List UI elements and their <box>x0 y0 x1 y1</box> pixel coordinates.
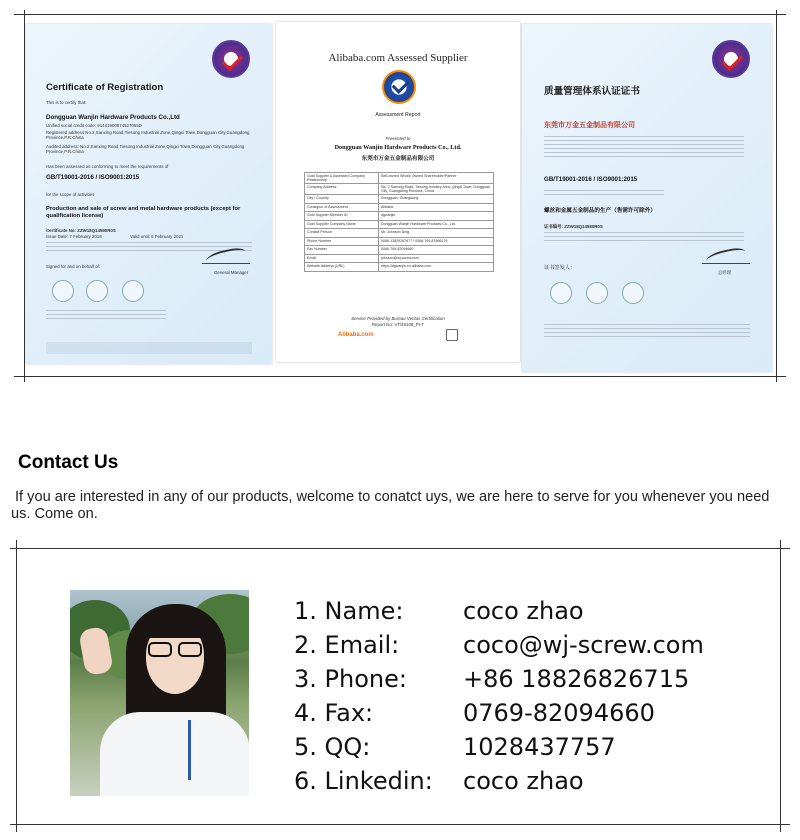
certificate-scope: Production and sale of screw and metal hardware products (except for qualification license) <box>46 206 241 219</box>
table-cell-value: Dongguan, Guangdong <box>379 195 494 204</box>
contact-value-linkedin: coco zhao <box>463 767 584 795</box>
certify-line: This is to certify that: <box>46 100 87 105</box>
credit-code: Unified social credit code: 91441900574527055D <box>46 123 142 128</box>
contact-value-email[interactable]: coco@wj-screw.com <box>463 631 704 659</box>
certificate-cn-standard: GB/T19001-2016 / ISO9001:2015 <box>544 176 638 183</box>
report-number: Report No: VT/46108_PI-T <box>371 322 425 327</box>
frame-line-bottom <box>10 824 790 825</box>
accreditation-seal-icon <box>550 282 572 304</box>
table-cell-value: Self-owned Wholly Owned Shareholder/Partner <box>379 173 494 184</box>
table-cell-label: Website Address (URL) <box>305 263 379 272</box>
assessment-table <box>304 172 494 272</box>
contact-label-email: 2. Email: <box>294 631 400 659</box>
alibaba-logo: Alibaba.com <box>338 332 374 338</box>
contact-label-name: 1. Name: <box>294 597 404 625</box>
certificate-cn-scope: 螺丝和金属五金制品的生产（售需许可除外） <box>544 208 656 214</box>
contact-value-phone: +86 18826826715 <box>463 665 690 693</box>
assessed-line: Has been assessed as conforming to meet the requirements of <box>46 164 169 169</box>
table-cell-value: 0086-769-82094660 <box>379 246 494 255</box>
accreditation-seal-icon <box>122 280 144 302</box>
certification-logo-icon <box>712 40 750 78</box>
contact-photo <box>70 590 249 796</box>
report-subtitle: Assessment Report <box>375 112 421 118</box>
table-cell-value: 0086-13829267677 / 0086-769-87866176 <box>379 237 494 246</box>
table-cell-label: Contact Person <box>305 229 379 238</box>
table-row <box>305 229 494 238</box>
fine-print <box>46 310 166 322</box>
table-row <box>305 254 494 263</box>
signatory-title: General Manager <box>214 270 249 275</box>
frame-line-left <box>16 540 17 832</box>
certificate-cn-company: 东莞市万金五金制品有限公司 <box>544 122 635 129</box>
certificate-standard: GB/T19001-2016 / ISO9001:2015 <box>46 174 140 181</box>
scope-intro: for the scope of activities <box>46 192 95 197</box>
certificate-title: Certificate of Registration <box>46 82 164 93</box>
table-cell-value: Mr. Johnson Ding <box>379 229 494 238</box>
table-row <box>305 195 494 204</box>
signature-graphic <box>702 250 750 264</box>
contact-value-fax: 0769-82094660 <box>463 699 655 727</box>
table-row <box>305 212 494 221</box>
certificate-cn-signatory: 总经理 <box>718 270 732 275</box>
contact-label-phone: 3. Phone: <box>294 665 407 693</box>
certificate-registration <box>26 24 272 364</box>
table-row <box>305 203 494 212</box>
assessment-report <box>276 22 520 362</box>
contact-value-qq: 1028437757 <box>463 733 616 761</box>
contact-label-fax: 4. Fax: <box>294 699 374 727</box>
issue-date: Issue Date: 7 February 2018 <box>46 234 102 239</box>
contact-heading: Contact Us <box>18 452 119 473</box>
frame-line-top <box>14 14 786 15</box>
accreditation-seal-icon <box>622 282 644 304</box>
signature-graphic <box>202 250 250 264</box>
frame-line-top <box>10 548 790 549</box>
report-title: Alibaba.com Assessed Supplier <box>328 52 468 64</box>
bureau-veritas-logo-icon <box>446 329 458 341</box>
table-cell-label: Phone Number <box>305 237 379 246</box>
table-cell-label: Gold Supplier Company Name <box>305 220 379 229</box>
report-company-cn: 东莞市万金五金制品有限公司 <box>361 156 435 162</box>
accreditation-seal-icon <box>586 282 608 304</box>
table-row <box>305 263 494 272</box>
certificate-cn-title: 质量管理体系认证证书 <box>544 86 640 97</box>
fine-print <box>544 136 744 160</box>
table-cell-label: City / Country <box>305 195 379 204</box>
certification-logo-icon <box>212 40 250 78</box>
contact-label-linkedin: 6. Linkedin: <box>294 767 433 795</box>
presented-to: Presented to <box>385 136 411 141</box>
contact-intro: If you are interested in any of our products, welcome to conatct uys, we are here to serve for you whenever you need us. Come on. <box>11 489 770 522</box>
assessed-supplier-badge-icon <box>382 70 416 104</box>
contact-value-name: coco zhao <box>463 597 584 625</box>
table-row <box>305 237 494 246</box>
frame-line-right <box>776 10 777 382</box>
fine-print <box>544 324 750 340</box>
table-cell-value: Alibaba <box>379 203 494 212</box>
table-cell-value: Dongguan Wanjin Hardware Products Co., Ltd. <box>379 220 494 229</box>
certificate-cn-number: 证书编号: ZZW18Q14580R0S <box>544 224 603 229</box>
table-cell-label: Fax Number <box>305 246 379 255</box>
table-cell-label: Consignor of Assessment <box>305 203 379 212</box>
table-cell-label: Gold Supplier & Assessed Company Relationship <box>305 173 379 184</box>
table-row <box>305 173 494 184</box>
table-cell-label: Email <box>305 254 379 263</box>
signed-for: Signed for and on behalf of: <box>46 264 100 269</box>
frame-line-left <box>24 10 25 382</box>
table-row <box>305 184 494 195</box>
certificate-cn-signed-for: 证书签发人： <box>544 265 576 271</box>
table-row <box>305 220 494 229</box>
certificate-company: Dongguan Wanjin Hardware Products Co.,Ltd <box>46 114 180 121</box>
fine-print <box>544 190 664 198</box>
table-row <box>305 246 494 255</box>
service-provider: Service Provided by Bureau Veritas Certification <box>351 316 445 321</box>
accreditation-seal-icon <box>52 280 74 302</box>
valid-until: Valid until: 6 February 2021 <box>130 234 184 239</box>
accreditation-seal-icon <box>86 280 108 302</box>
table-cell-value: johnson@wj-screw.com <box>379 254 494 263</box>
frame-line-right <box>780 540 781 832</box>
frame-line-bottom <box>14 376 786 377</box>
table-cell-value: https://dgwanjin.en.alibaba.com <box>379 263 494 272</box>
table-cell-value: No. 2 Sanxing Road, Tiesong Industry Area, Qingxi Town, Dongguan City, Guangdong Province, China <box>379 184 494 195</box>
audited-address: Audited address: No.2,Sanxing Road,Tiesong Industrial Zone,Qingxi Town,Dongguan City,Guangdong Province,P.R.China <box>46 144 245 155</box>
certificate-number: Certificate No: ZZW18Q14580R0S <box>46 228 116 233</box>
footer-band <box>46 342 252 354</box>
fine-print <box>544 232 744 244</box>
table-cell-label: Company Address <box>305 184 379 195</box>
report-company-en: Dongguan Wanjin Hardware Products Co., Ltd. <box>334 144 462 151</box>
certificate-chinese <box>522 24 772 372</box>
contact-label-qq: 5. QQ: <box>294 733 371 761</box>
registered-address: Registered address:No.2,Sanxing Road,Tiesong Industrial Zone,Qingxi Town,Dongguan City,Guangdong Province,P.R.China <box>46 130 250 141</box>
table-cell-value: dgwanjin <box>379 212 494 221</box>
table-cell-label: Gold Supplier Member ID <box>305 212 379 221</box>
